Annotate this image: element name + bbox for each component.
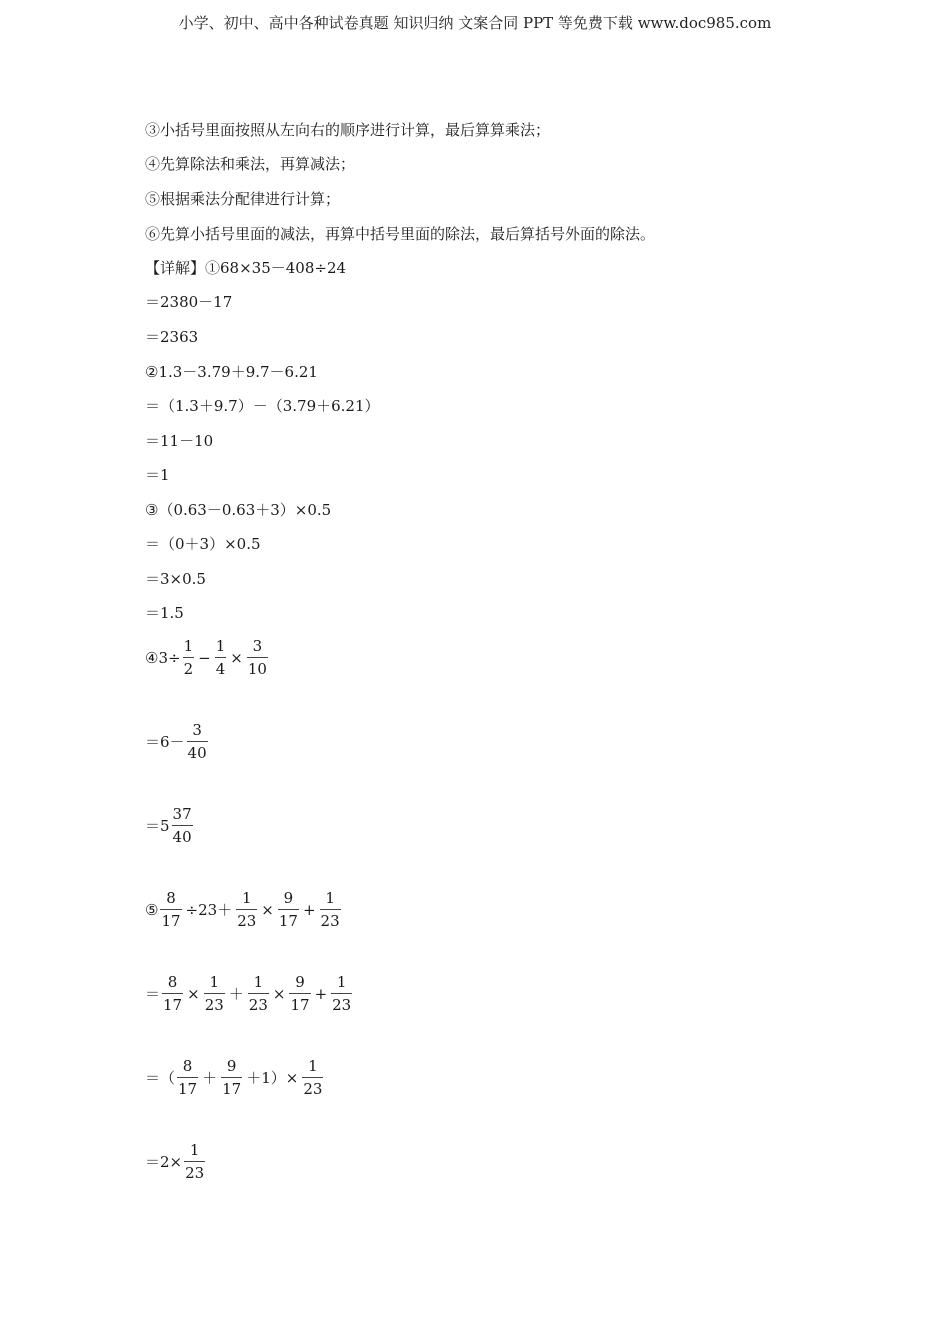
operator: × bbox=[187, 984, 200, 1003]
analysis-line: ⑤根据乘法分配律进行计算； bbox=[145, 190, 341, 208]
step-line-fraction bbox=[145, 719, 210, 764]
step-line-fraction bbox=[145, 635, 270, 680]
operator: ＋ bbox=[202, 1069, 218, 1087]
step-line-fraction bbox=[145, 1139, 207, 1184]
operator: ÷23＋ bbox=[185, 901, 233, 919]
step-prefix: ⑤ bbox=[145, 900, 159, 919]
step-line-fraction bbox=[145, 887, 343, 932]
step-line: ＝1 bbox=[145, 466, 170, 484]
step-prefix: ＝（ bbox=[145, 1069, 176, 1087]
fraction: $\frac{8}{17}$ bbox=[163, 973, 183, 1014]
fraction: $\frac{8}{17}$ bbox=[161, 889, 181, 930]
step-line: ＝3×0.5 bbox=[145, 570, 206, 588]
operator: × bbox=[261, 900, 274, 919]
fraction: $\frac{1}{23}$ bbox=[237, 889, 257, 930]
fraction: $\frac{1}{23}$ bbox=[332, 973, 352, 1014]
step-line-fraction bbox=[145, 971, 354, 1016]
operator: + bbox=[314, 984, 328, 1003]
fraction: $\frac{9}{17}$ bbox=[222, 1057, 242, 1098]
fraction: $\frac{9}{17}$ bbox=[290, 973, 310, 1014]
fraction: $\frac{37}{40}$ bbox=[172, 805, 192, 846]
step-prefix: ＝6－ bbox=[145, 733, 185, 751]
fraction: $\frac{9}{17}$ bbox=[278, 889, 298, 930]
step-line-fraction bbox=[145, 803, 195, 848]
analysis-line: ⑥先算小括号里面的减法，再算中括号里面的除法，最后算括号外面的除法。 bbox=[145, 225, 656, 243]
step-prefix: ＝ bbox=[145, 985, 161, 1003]
fraction: $\frac{8}{17}$ bbox=[178, 1057, 198, 1098]
step-text: ①68×35－408÷24 bbox=[205, 259, 347, 277]
fraction: $\frac{1}{23}$ bbox=[185, 1141, 205, 1182]
operator: − bbox=[198, 648, 211, 667]
fraction: $\frac{3}{40}$ bbox=[187, 721, 207, 762]
fraction: $\frac{1}{23}$ bbox=[303, 1057, 323, 1098]
fraction: $\frac{1}{23}$ bbox=[248, 973, 268, 1014]
step-prefix: ④3÷ bbox=[145, 648, 181, 667]
page-header: 小学、初中、高中各种试卷真题 知识归纳 文案合同 PPT 等免费下载 www.doc985.com bbox=[178, 14, 772, 32]
detail-line bbox=[145, 258, 346, 278]
fraction: $\frac{1}{23}$ bbox=[320, 889, 340, 930]
fraction: $\frac{1}{2}$ bbox=[183, 637, 194, 678]
step-prefix: ＝5 bbox=[145, 817, 170, 835]
analysis-line: ③小括号里面按照从左向右的顺序进行计算，最后算算乘法； bbox=[145, 121, 551, 139]
analysis-line: ④先算除法和乘法，再算减法； bbox=[145, 155, 356, 173]
step-line: ②1.3－3.79＋9.7－6.21 bbox=[145, 363, 318, 381]
step-prefix: ＝2× bbox=[145, 1153, 183, 1171]
step-line: ③（0.63－0.63＋3）×0.5 bbox=[145, 501, 332, 519]
fraction: $\frac{1}{23}$ bbox=[204, 973, 224, 1014]
operator: ＋ bbox=[228, 985, 244, 1003]
fraction: $\frac{3}{10}$ bbox=[247, 637, 267, 678]
fraction: $\frac{1}{4}$ bbox=[215, 637, 226, 678]
step-line: ＝2363 bbox=[145, 328, 199, 346]
step-line: ＝1.5 bbox=[145, 604, 184, 622]
operator: × bbox=[272, 984, 286, 1003]
step-line-fraction bbox=[145, 1055, 325, 1100]
step-line: ＝2380－17 bbox=[145, 293, 233, 311]
step-line: ＝（0＋3）×0.5 bbox=[145, 535, 261, 553]
operator: × bbox=[230, 648, 243, 667]
step-line: ＝11－10 bbox=[145, 432, 214, 450]
step-line: ＝（1.3＋9.7）－（3.79＋6.21） bbox=[145, 397, 380, 415]
operator: ＋1）× bbox=[246, 1069, 299, 1087]
operator: + bbox=[302, 900, 316, 919]
detail-label: 【详解】 bbox=[145, 259, 206, 277]
